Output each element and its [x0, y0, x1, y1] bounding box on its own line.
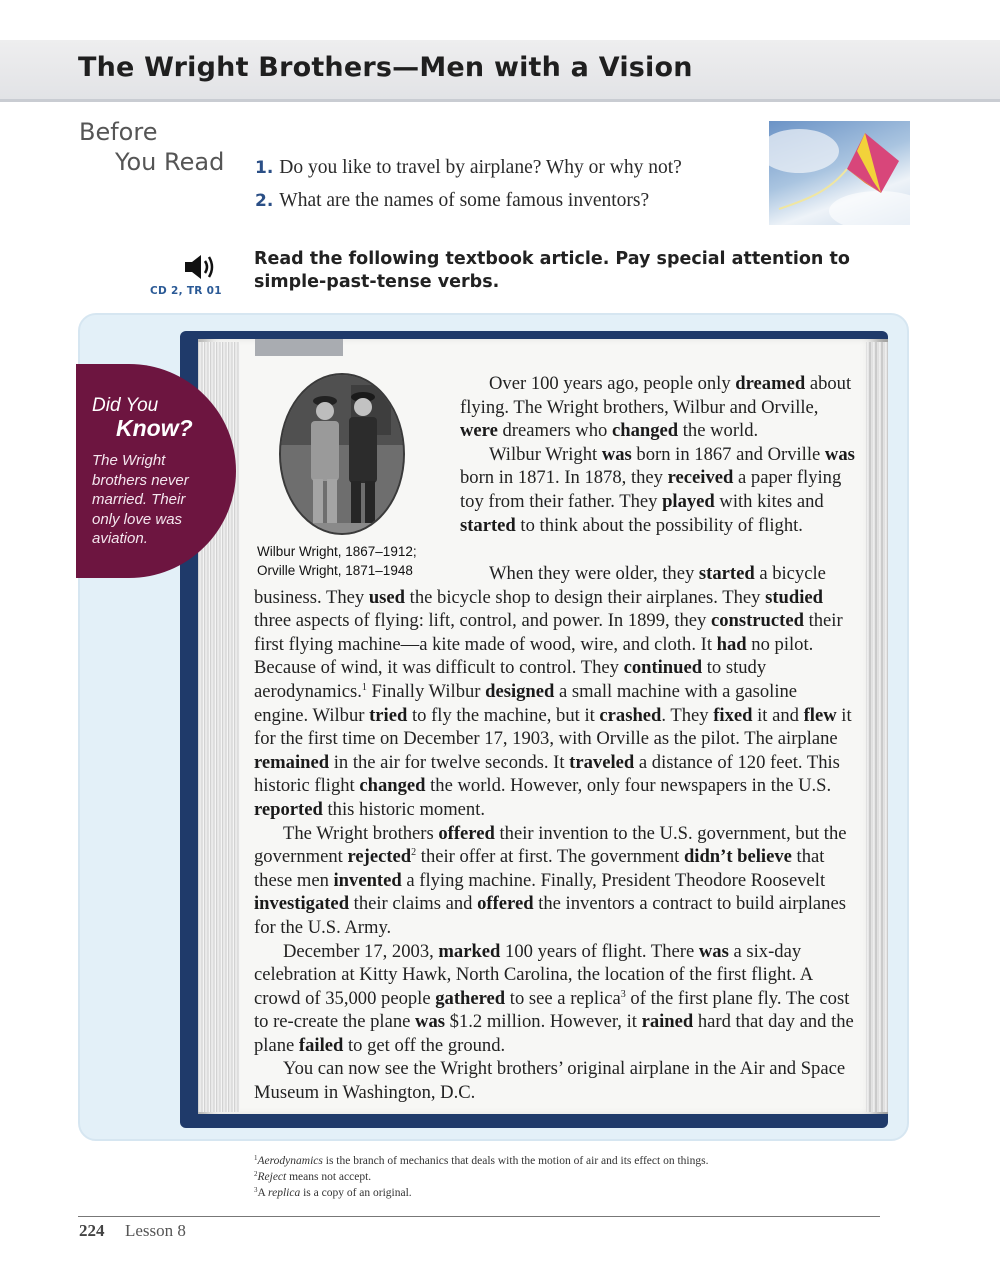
past-tense-verb: offered [477, 893, 534, 915]
title-bar [0, 40, 1000, 102]
article-text: The Wright brothers [283, 822, 439, 844]
footnote-number: 3 [254, 1186, 258, 1194]
question-item [255, 190, 682, 223]
page-title: The Wright Brothers—Men with a Vision [78, 52, 693, 83]
article-text: You can now see the Wright brothers’ original airplane in the Air and Space Museum in Washington, D.C. [254, 1058, 846, 1104]
photo-caption-line1: Wilbur Wright, 1867–1912; [257, 544, 417, 559]
footnote-term: replica [268, 1187, 301, 1199]
article-text: with kites and [714, 490, 824, 512]
footnote [254, 1169, 874, 1185]
past-tense-verb: changed [611, 420, 679, 442]
past-tense-verb: didn’t believe [683, 846, 792, 868]
lesson-label: Lesson 8 [125, 1221, 186, 1240]
book-page-edges-right [866, 342, 888, 1112]
article-text: their invention to the U.S. government, but the government [254, 822, 847, 868]
did-you-know-heading-2: Know? [116, 415, 193, 441]
wright-brothers-photo-art [281, 375, 405, 535]
footnote-marker: 1 [361, 681, 367, 693]
article-text: to fly the machine, but it [407, 704, 600, 726]
before-you-read-heading-line2: You Read [115, 148, 225, 176]
article-text: a small machine with a gasoline engine. Wilbur [254, 680, 798, 726]
article-paragraph [254, 940, 854, 1058]
past-tense-verb: offered [438, 822, 495, 844]
question-text: Do you like to travel by airplane? Why or why not? [279, 157, 682, 178]
question-item [255, 157, 682, 190]
past-tense-verb: was [601, 443, 632, 465]
article-text: December 17, 2003, [283, 940, 439, 962]
footnote-text: A [257, 1187, 269, 1199]
question-number: 2. [255, 191, 274, 211]
audio-track-label: CD 2, TR 01 [150, 285, 222, 297]
past-tense-verb: received [667, 467, 734, 489]
article-text: hard that day and the plane [254, 1011, 854, 1056]
article-text: to see a replica [505, 987, 621, 1009]
footnote-text: is a copy of an original. [300, 1187, 412, 1199]
article-text: the world. [678, 420, 759, 442]
article-text: born in 1871. In 1878, they [460, 467, 668, 489]
article-text: it for the first time on December 17, 1903, with Orville as the pilot. The airplane [254, 704, 852, 750]
footnote [254, 1153, 874, 1169]
speaker-icon[interactable] [182, 251, 218, 283]
article-paragraph [460, 372, 858, 443]
article-text: dreamers who [497, 420, 612, 442]
past-tense-verb: dreamed [735, 373, 806, 394]
page-number: 224 [79, 1221, 105, 1240]
article-text: the world. However, only four newspapers in the U.S. [425, 775, 832, 797]
footnote-number: 2 [254, 1170, 258, 1178]
past-tense-verb: continued [623, 657, 703, 679]
past-tense-verb: traveled [569, 751, 635, 773]
article-text: to study aerodynamics. [254, 657, 767, 702]
question-text: What are the names of some famous inventors? [279, 190, 650, 211]
article-text: . They [661, 704, 714, 726]
footnote-term: Aerodynamics [257, 1155, 323, 1167]
past-tense-verb: rejected [347, 846, 412, 868]
article-text: to get off the ground. [343, 1034, 506, 1056]
past-tense-verb: remained [254, 751, 330, 773]
article-top-column [460, 372, 858, 537]
past-tense-verb: changed [359, 775, 426, 797]
wright-brothers-photo [279, 373, 405, 535]
past-tense-verb: investigated [254, 893, 350, 915]
article-text: their offer at first. The government [416, 846, 684, 868]
article-text: three aspects of flying: lift, control, and power. In 1899, they [254, 610, 711, 632]
article-text: their first flying machine—a kite made of wood, wire, and cloth. It [254, 610, 843, 655]
past-tense-verb: was [824, 443, 855, 465]
photo-caption-line2: Orville Wright, 1871–1948 [257, 563, 413, 578]
article-text: Finally Wilbur [366, 680, 486, 702]
article-text: Over 100 years ago, people only [489, 373, 736, 394]
footnote-number: 1 [254, 1154, 258, 1162]
article-main-column [254, 562, 854, 1105]
past-tense-verb: invented [333, 869, 402, 891]
past-tense-verb: started [460, 514, 516, 536]
past-tense-verb: fixed [713, 704, 753, 726]
past-tense-verb: gathered [435, 987, 506, 1009]
article-text: When they were older, they [489, 563, 699, 584]
article-text: that these men [254, 846, 825, 891]
article-text: in the air for twelve seconds. It [329, 751, 570, 773]
article-text: no pilot. Because of wind, it was difficult to control. They [254, 633, 814, 679]
question-number: 1. [255, 158, 274, 178]
past-tense-verb: had [716, 633, 747, 655]
past-tense-verb: marked [438, 940, 501, 962]
article-text: a bicycle business. They [254, 563, 826, 608]
article-paragraph [460, 443, 858, 537]
article-paragraph [254, 1057, 854, 1104]
past-tense-verb: were [460, 420, 498, 442]
past-tense-verb: flew [803, 704, 837, 726]
past-tense-verb: constructed [710, 610, 804, 632]
article-text: the inventors a contract to build airplanes for the U.S. Army. [254, 893, 846, 938]
kite-photo [769, 121, 910, 225]
footnote-text: means not accept. [286, 1171, 372, 1183]
reading-instruction: Read the following textbook article. Pay special attention to simple-past-tense verbs. [254, 249, 850, 292]
book-tab [255, 339, 343, 356]
past-tense-verb: was [415, 1011, 446, 1033]
footnote-term: Reject [257, 1171, 287, 1183]
article-text: 100 years of flight. There [500, 940, 699, 962]
kite-illustration [769, 121, 910, 225]
past-tense-verb: designed [485, 680, 555, 702]
past-tense-verb: started [698, 563, 755, 584]
past-tense-verb: tried [369, 704, 408, 726]
article-text: a distance of 120 feet. This historic flight [254, 751, 840, 797]
question-list [255, 157, 682, 223]
past-tense-verb: failed [298, 1034, 344, 1056]
past-tense-verb: rained [641, 1011, 694, 1033]
past-tense-verb: crashed [599, 704, 662, 726]
article-text: born in 1867 and Orville [631, 443, 825, 465]
article-text: a flying machine. Finally, President Theodore Roosevelt [401, 869, 826, 891]
article-text: the bicycle shop to design their airplanes. They [405, 586, 766, 608]
footnote-marker: 3 [620, 988, 626, 1000]
article-text: their claims and [349, 893, 478, 915]
article-text: this historic moment. [322, 798, 486, 820]
footnote [254, 1185, 874, 1201]
past-tense-verb: used [368, 586, 406, 608]
article-paragraph [254, 822, 854, 940]
footer-divider [78, 1216, 880, 1217]
past-tense-verb: studied [765, 586, 823, 608]
past-tense-verb: played [662, 490, 715, 512]
article-text: $1.2 million. However, it [445, 1011, 642, 1033]
article-paragraph [254, 562, 854, 822]
past-tense-verb: reported [254, 798, 323, 820]
article-text: to think about the possibility of flight. [515, 514, 803, 536]
did-you-know-heading-1: Did You [92, 395, 159, 416]
article-text: of the first plane fly. The cost to re-create the plane [254, 987, 850, 1033]
article-text: a six-day celebration at Kitty Hawk, North Carolina, the location of the first flight. A crowd of 35,000 people [254, 940, 813, 1009]
article-text: it and [752, 704, 804, 726]
did-you-know-text: The Wright brothers never married. Their only love was aviation. [92, 452, 189, 547]
footnote-text: is the branch of mechanics that deals with the motion of air and its effect on things. [322, 1155, 709, 1167]
article-text: Wilbur Wright [489, 443, 602, 465]
article-text: a paper flying toy from their father. They [460, 467, 842, 512]
past-tense-verb: was [698, 940, 729, 962]
footnote-marker: 2 [411, 847, 417, 859]
before-you-read-heading-line1: Before [79, 118, 158, 146]
footnotes [254, 1153, 874, 1201]
article-text: about flying. The Wright brothers, Wilbur and Orville, [460, 373, 852, 418]
